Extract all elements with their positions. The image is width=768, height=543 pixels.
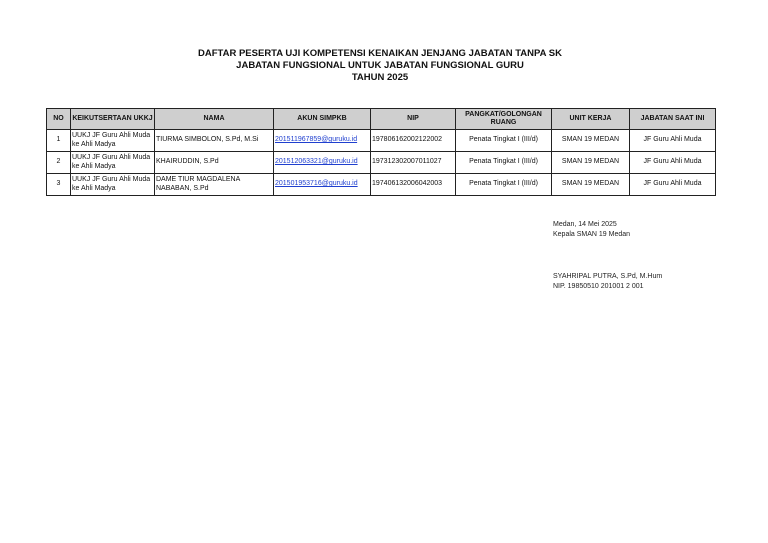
cell-nip: 197806162002122002: [371, 130, 456, 152]
header-nip: NIP: [371, 109, 456, 130]
cell-unit: SMAN 19 MEDAN: [552, 174, 630, 196]
header-unit: UNIT KERJA: [552, 109, 630, 130]
cell-no: 1: [47, 130, 71, 152]
cell-pangkat: Penata Tingkat I (III/d): [456, 174, 552, 196]
cell-jabatan: JF Guru Ahli Muda: [630, 174, 716, 196]
email-link[interactable]: 201512063321@guruku.id: [274, 152, 371, 174]
cell-unit: SMAN 19 MEDAN: [552, 130, 630, 152]
signature-name: SYAHRIPAL PUTRA, S.Pd, M.Hum: [553, 273, 663, 280]
cell-ukkj: UUKJ JF Guru Ahli Muda ke Ahli Madya: [71, 174, 155, 196]
signature-place-date: Medan, 14 Mei 2025: [553, 221, 617, 228]
table-header-row: [47, 109, 716, 130]
table-row: [47, 152, 716, 174]
signature-block: [553, 272, 662, 292]
title-line-3: TAHUN 2025: [351, 72, 409, 83]
header-no: NO: [47, 109, 71, 130]
cell-nama: TIURMA SIMBOLON, S.Pd, M.Si: [155, 130, 274, 152]
cell-no: 3: [47, 174, 71, 196]
cell-ukkj: UUKJ JF Guru Ahli Muda ke Ahli Madya: [71, 130, 155, 152]
cell-no: 2: [47, 152, 71, 174]
email-link[interactable]: 201511967859@guruku.id: [274, 130, 371, 152]
header-jabatan: JABATAN SAAT INI: [630, 109, 716, 130]
cell-nip: 197406132006042003: [371, 174, 456, 196]
participants-table: [46, 108, 716, 196]
cell-pangkat: Penata Tingkat I (III/d): [456, 152, 552, 174]
cell-jabatan: JF Guru Ahli Muda: [630, 152, 716, 174]
table-row: [47, 174, 716, 196]
header-pangkat: PANGKAT/GOLONGAN RUANG: [456, 109, 552, 130]
table-row: [47, 130, 716, 152]
cell-jabatan: JF Guru Ahli Muda: [630, 130, 716, 152]
signature-position: Kepala SMAN 19 Medan: [553, 231, 631, 238]
header-akun: AKUN SIMPKB: [274, 109, 371, 130]
cell-nip: 197312302007011027: [371, 152, 456, 174]
signature-header: [553, 220, 630, 240]
header-ukkj: KEIKUTSERTAAN UKKJ: [71, 109, 155, 130]
signature-nip: NIP. 19850510 201001 2 001: [553, 283, 644, 290]
cell-nama: KHAIRUDDIN, S.Pd: [155, 152, 274, 174]
title-line-1: DAFTAR PESERTA UJI KOMPETENSI KENAIKAN JENJANG JABATAN TANPA SK: [197, 48, 562, 59]
email-link[interactable]: 201501953716@guruku.id: [274, 174, 371, 196]
header-nama: NAMA: [155, 109, 274, 130]
cell-unit: SMAN 19 MEDAN: [552, 152, 630, 174]
cell-nama: DAME TIUR MAGDALENA NABABAN, S.Pd: [155, 174, 274, 196]
document-title: [0, 48, 760, 84]
title-line-2: JABATAN FUNGSIONAL UNTUK JABATAN FUNGSIONAL GURU: [236, 60, 524, 71]
cell-ukkj: UUKJ JF Guru Ahli Muda ke Ahli Madya: [71, 152, 155, 174]
cell-pangkat: Penata Tingkat I (III/d): [456, 130, 552, 152]
